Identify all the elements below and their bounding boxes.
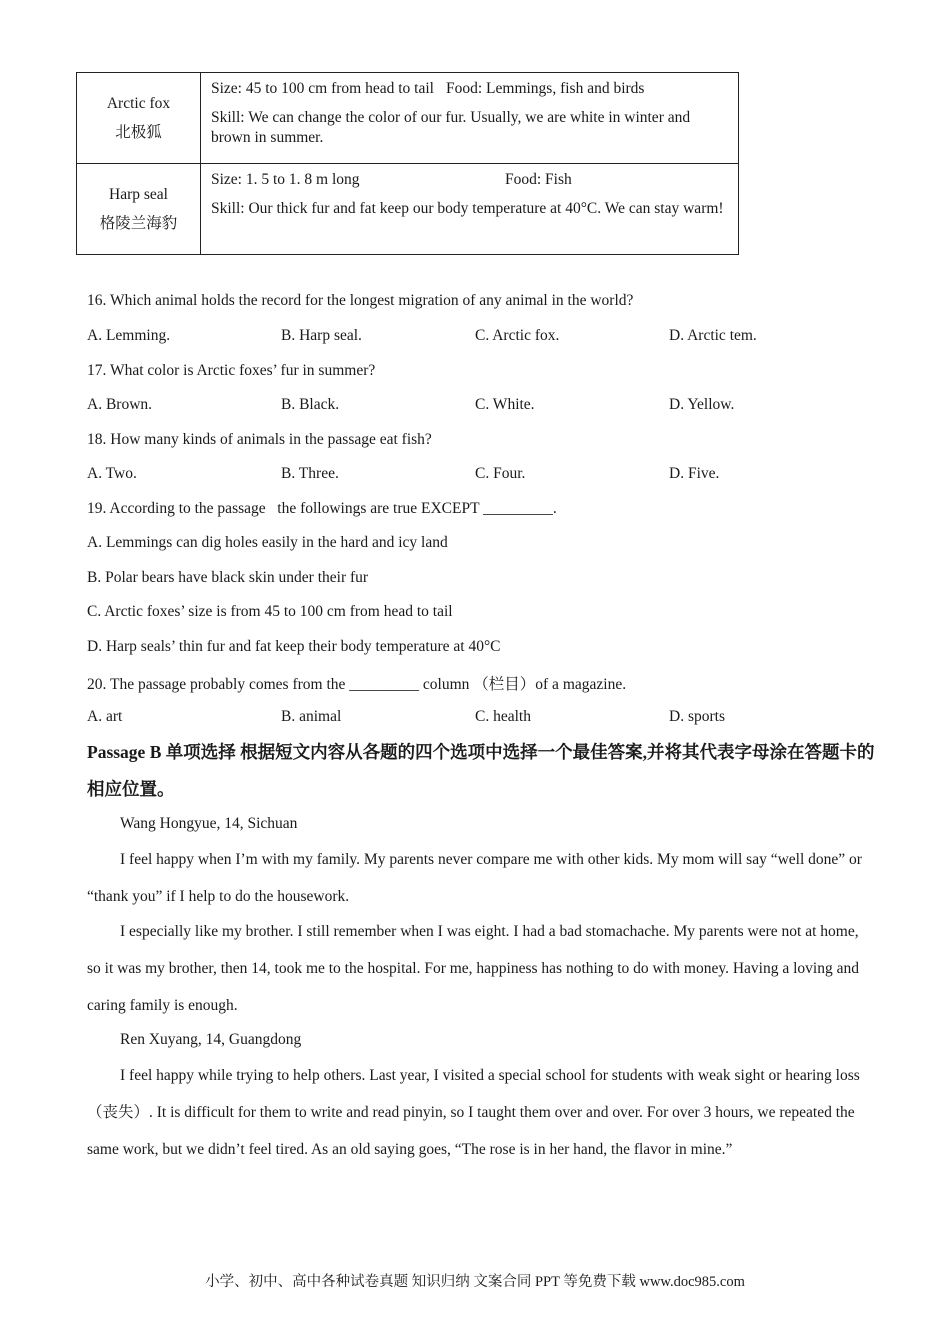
question-17-option-d[interactable]: D. Yellow. <box>669 396 735 413</box>
animal-size: Size: 45 to 100 cm from head to tail <box>211 80 434 97</box>
question-18-option-d[interactable]: D. Five. <box>669 465 720 482</box>
question-19-option-a[interactable]: A. Lemmings can dig holes easily in the hard and icy land <box>87 534 448 551</box>
question-17-option-c[interactable]: C. White. <box>475 396 535 413</box>
animal-skill: Skill: Our thick fur and fat keep our body temperature at 40°C. We can stay warm! <box>211 200 724 217</box>
animal-size: Size: 1. 5 to 1. 8 m long <box>211 171 360 188</box>
question-19-option-b[interactable]: B. Polar bears have black skin under their fur <box>87 569 369 586</box>
animal-food: Food: Lemmings, fish and birds <box>445 80 645 97</box>
question-20-option-a[interactable]: A. art <box>87 708 123 725</box>
question-19-stem: 19. According to the passage the followings are true EXCEPT _________. <box>87 500 557 517</box>
question-18-stem: 18. How many kinds of animals in the passage eat fish? <box>87 431 432 448</box>
passage-paragraph-3: I feel happy while trying to help others. Last year, I visited a special school for students with weak sight or hearing loss （丧失）. It is difficult for them to write and read pinyin, so I taught them over and over. For over 3 hours, we repeated the same work, but we didn’t feel tired. As an old saying goes, “The rose is in her hand, the flavor in mine.” <box>87 1067 860 1158</box>
animal-name-cell <box>77 164 201 255</box>
animal-info-table <box>76 72 739 255</box>
page-footer: 小学、初中、高中各种试卷真题 知识归纳 文案合同 PPT 等免费下载 www.doc985.com <box>205 1274 745 1290</box>
animal-name-en: Arctic fox <box>106 95 171 112</box>
question-16-stem: 16. Which animal holds the record for the longest migration of any animal in the world? <box>87 292 634 309</box>
animal-skill: Skill: We can change the color of our fur. Usually, we are white in winter and brown in summer. <box>211 109 691 146</box>
question-19-option-c[interactable]: C. Arctic foxes’ size is from 45 to 100 cm from head to tail <box>87 603 453 620</box>
passage-paragraph-2: I especially like my brother. I still remember when I was eight. I had a bad stomachache. My parents were not at home, so it was my brother, then 14, took me to the hospital. For me, happiness has nothing to do with money. Having a loving and caring family is enough. <box>87 923 859 1014</box>
table-row <box>77 164 739 255</box>
question-16-option-b[interactable]: B. Harp seal. <box>281 327 362 344</box>
question-20-option-d[interactable]: D. sports <box>669 708 725 725</box>
animal-name-en: Harp seal <box>109 186 168 203</box>
passage-b-heading: Passage B 单项选择 根据短文内容从各题的四个选项中选择一个最佳答案,并将其代表字母涂在答题卡的相应位置。 <box>87 742 875 799</box>
animal-info-cell <box>201 164 739 255</box>
question-18-option-a[interactable]: A. Two. <box>87 465 137 482</box>
question-18-option-c[interactable]: C. Four. <box>475 465 526 482</box>
animal-name-cn: 北极狐 <box>115 124 162 141</box>
animal-name-cn: 格陵兰海豹 <box>99 215 178 232</box>
question-16-option-a[interactable]: A. Lemming. <box>87 327 171 344</box>
animal-food: Food: Fish <box>505 171 572 188</box>
question-18-option-b[interactable]: B. Three. <box>281 465 339 482</box>
passage-paragraph-1: I feel happy when I’m with my family. My parents never compare me with other kids. My mom will say “well done” or “thank you” if I help to do the housework. <box>87 851 862 905</box>
author-wang-hongyue: Wang Hongyue, 14, Sichuan <box>120 815 298 832</box>
question-20-stem: 20. The passage probably comes from the _________ column （栏目）of a magazine. <box>87 676 627 693</box>
question-19-option-d[interactable]: D. Harp seals’ thin fur and fat keep their body temperature at 40°C <box>87 638 501 655</box>
question-20-option-c[interactable]: C. health <box>475 708 531 725</box>
question-17-option-a[interactable]: A. Brown. <box>87 396 153 413</box>
question-17-stem: 17. What color is Arctic foxes’ fur in summer? <box>87 362 376 379</box>
question-16-option-d[interactable]: D. Arctic tem. <box>669 327 757 344</box>
question-17-option-b[interactable]: B. Black. <box>281 396 340 413</box>
question-20-option-b[interactable]: B. animal <box>281 708 342 725</box>
author-ren-xuyang: Ren Xuyang, 14, Guangdong <box>120 1031 302 1048</box>
question-16-option-c[interactable]: C. Arctic fox. <box>475 327 560 344</box>
table-row <box>77 73 739 164</box>
animal-name-cell <box>77 73 201 164</box>
animal-info-cell <box>201 73 739 164</box>
